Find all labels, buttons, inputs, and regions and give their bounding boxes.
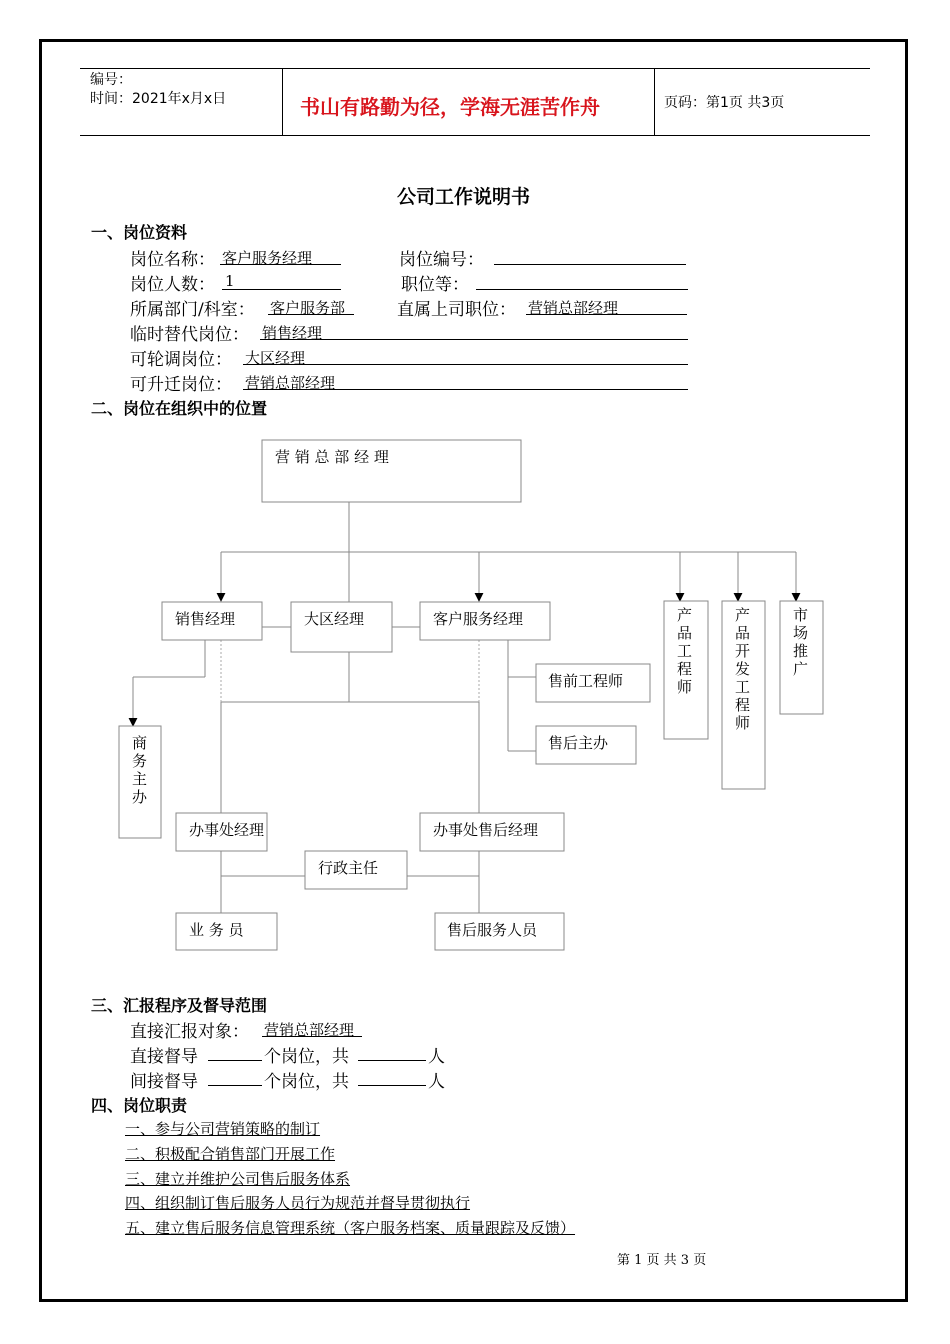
indirect-people-blank — [358, 1085, 426, 1086]
report-label: 直接汇报对象： — [130, 1022, 249, 1042]
org-vertical-char: 主 — [132, 770, 148, 788]
direct-supervision-c: 人 — [428, 1047, 445, 1067]
org-vertical-char: 办 — [132, 788, 148, 806]
indirect-supervision-c: 人 — [428, 1072, 445, 1092]
org-vertical-char: 场 — [793, 624, 809, 642]
org-text-regional-manager: 大区经理 — [304, 610, 365, 628]
duty-item: 二、积极配合销售部门开展工作 — [125, 1145, 336, 1163]
org-vertical-char: 开 — [735, 642, 751, 660]
org-vertical-char: 程 — [677, 660, 693, 678]
post-name-label: 岗位名称： — [130, 250, 215, 270]
direct-people-blank — [358, 1060, 426, 1061]
headcount-label: 岗位人数： — [130, 275, 215, 295]
substitute-label: 临时替代岗位： — [130, 325, 249, 345]
org-vertical-char: 产 — [735, 606, 751, 624]
section4-heading: 四、岗位职责 — [91, 1096, 188, 1115]
org-vertical-char: 品 — [677, 624, 693, 642]
org-vertical-char: 推 — [793, 642, 809, 660]
post-code-label: 岗位编号： — [399, 250, 484, 270]
dept-label: 所属部门/科室： — [130, 300, 255, 320]
org-vertical-char: 品 — [735, 624, 751, 642]
org-text-marketing — [793, 606, 808, 678]
direct-positions-blank — [208, 1060, 262, 1061]
dept-value: 客户服务部 — [270, 299, 346, 317]
org-text-office-manager: 办事处经理 — [189, 821, 265, 839]
page-footer: 第 1 页 共 3 页 — [617, 1253, 707, 1268]
direct-supervision-b: 个岗位，共 — [264, 1047, 349, 1067]
page-title: 公司工作说明书 — [397, 186, 531, 208]
org-text-top: 营 销 总 部 经 理 — [275, 448, 389, 466]
org-vertical-char: 师 — [735, 714, 751, 732]
report-value: 营销总部经理 — [264, 1021, 355, 1039]
org-text-admin: 行政主任 — [318, 859, 379, 877]
duty-item: 三、建立并维护公司售后服务体系 — [125, 1170, 351, 1188]
grade-label: 职位等： — [401, 275, 469, 295]
rotation-label: 可轮调岗位： — [130, 350, 232, 370]
indirect-supervision-b: 个岗位，共 — [264, 1072, 349, 1092]
number-label: 编号： — [90, 72, 132, 88]
duty-item: 四、组织制订售后服务人员行为规范并督导贯彻执行 — [125, 1194, 471, 1212]
org-vertical-char: 师 — [677, 678, 693, 696]
post-name-value: 客户服务经理 — [222, 249, 313, 267]
section3-heading: 三、汇报程序及督导范围 — [91, 996, 268, 1015]
direct-supervision-a: 直接督导 — [130, 1047, 198, 1067]
org-text-product-dev-engineer — [735, 606, 750, 732]
org-vertical-char: 产 — [677, 606, 693, 624]
promotion-label: 可升迁岗位： — [130, 375, 232, 395]
indirect-positions-blank — [208, 1085, 262, 1086]
superior-value: 营销总部经理 — [528, 299, 619, 317]
org-text-aftersales-supervisor: 售后主办 — [548, 734, 609, 752]
org-vertical-char: 发 — [735, 660, 751, 678]
duty-item: 五、建立售后服务信息管理系统（客户服务档案、质量跟踪及反馈） — [125, 1219, 576, 1237]
time-label: 时间：2021年x月x日 — [90, 91, 227, 107]
org-vertical-char: 商 — [132, 734, 148, 752]
org-vertical-char: 工 — [735, 678, 751, 696]
org-vertical-char: 程 — [735, 696, 751, 714]
org-vertical-char: 广 — [793, 660, 809, 678]
org-text-salesperson: 业 务 员 — [189, 921, 244, 939]
superior-label: 直属上司职位： — [397, 300, 516, 320]
slogan: 书山有路勤为径，学海无涯苦作舟 — [300, 95, 600, 119]
duty-item: 一、参与公司营销策略的制订 — [125, 1120, 321, 1138]
org-text-cs-manager: 客户服务经理 — [433, 610, 524, 628]
substitute-value: 销售经理 — [262, 324, 323, 342]
section2-heading: 二、岗位在组织中的位置 — [91, 399, 268, 418]
org-vertical-char: 工 — [677, 642, 693, 660]
page-info: 页码：第1页 共3页 — [664, 95, 785, 111]
org-text-commerce — [132, 734, 148, 806]
indirect-supervision-a: 间接督导 — [130, 1072, 198, 1092]
section1-heading: 一、岗位资料 — [91, 223, 188, 242]
org-text-presales: 售前工程师 — [548, 672, 624, 690]
org-vertical-char: 市 — [793, 606, 809, 624]
promotion-value: 营销总部经理 — [245, 374, 336, 392]
org-text-product-engineer — [677, 606, 692, 696]
org-text-office-aftersales: 办事处售后经理 — [433, 821, 539, 839]
org-vertical-char: 务 — [132, 752, 148, 770]
org-text-aftersales-staff: 售后服务人员 — [447, 921, 538, 939]
org-text-sales-manager: 销售经理 — [175, 610, 236, 628]
headcount-value: 1 — [225, 272, 235, 290]
rotation-value: 大区经理 — [245, 349, 306, 367]
